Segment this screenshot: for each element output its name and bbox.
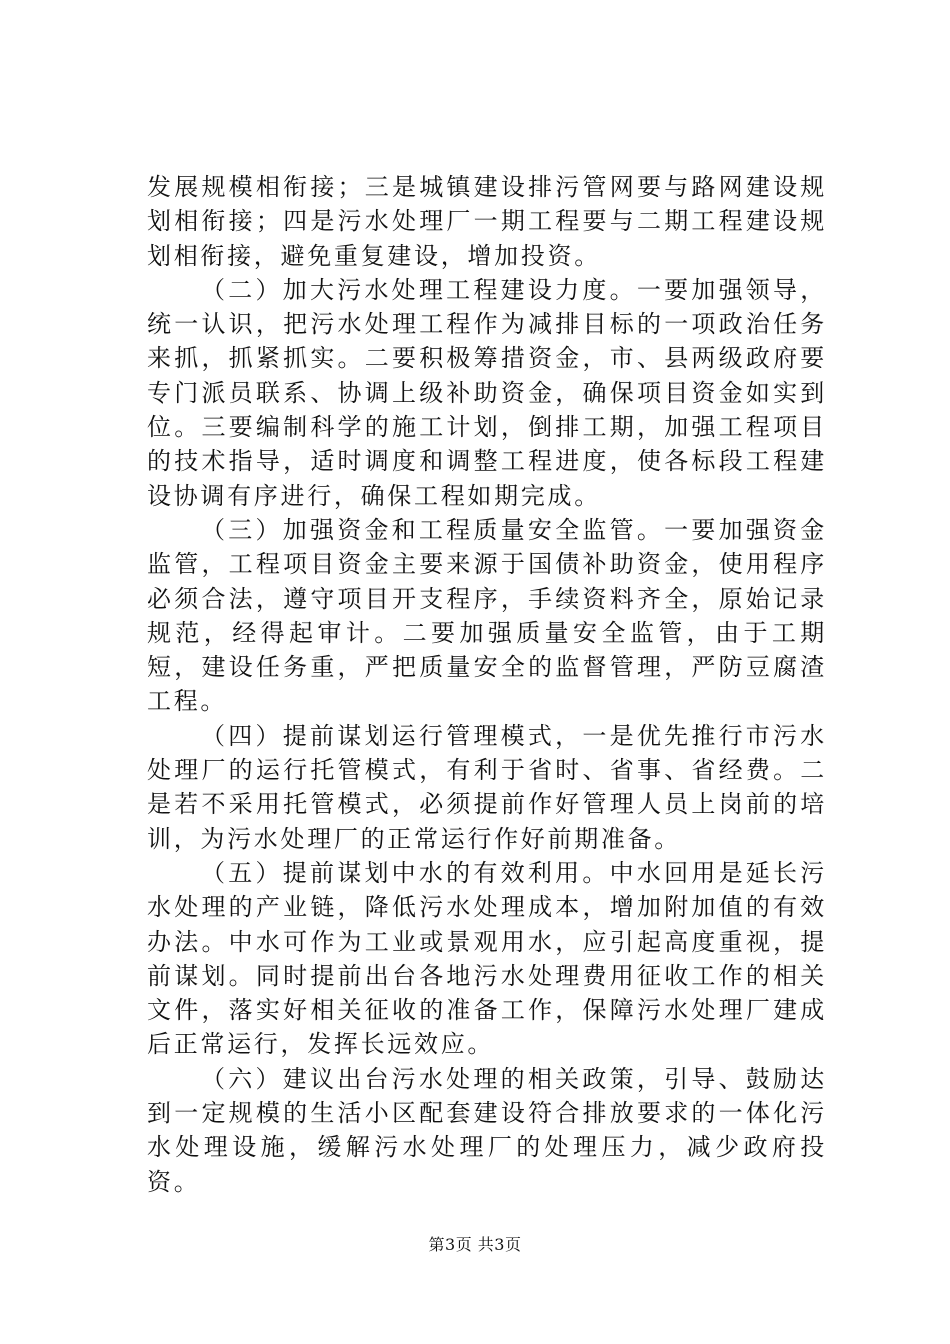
- paragraph-section-4: （四）提前谋划运行管理模式，一是优先推行市污水处理厂的运行托管模式，有利于省时、省事、省经费。二是若不采用托管模式，必须提前作好管理人员上岗前的培训，为污水处理厂的正常运行作好前期准备。: [147, 721, 827, 853]
- paragraph-section-3: （三）加强资金和工程质量安全监管。一要加强资金监管，工程项目资金主要来源于国债补助资金，使用程序必须合法，遵守项目开支程序，手续资料齐全，原始记录规范，经得起审计。二要加强质量安全监管，由于工期短，建设任务重，严把质量安全的监督管理，严防豆腐渣工程。: [147, 515, 827, 716]
- paragraph-section-5: （五）提前谋划中水的有效利用。中水回用是延长污水处理的产业链，降低污水处理成本，增加附加值的有效办法。中水可作为工业或景观用水，应引起高度重视，提前谋划。同时提前出台各地污水处理费用征收工作的相关文件，落实好相关征收的准备工作，保障污水处理厂建成后正常运行，发挥长远效应。: [147, 858, 827, 1059]
- paragraph-continuation: 发展规模相衔接；三是城镇建设排污管网要与路网建设规划相衔接；四是污水处理厂一期工程要与二期工程建设规划相衔接，避免重复建设，增加投资。: [147, 173, 827, 270]
- paragraph-section-6: （六）建议出台污水处理的相关政策，引导、鼓励达到一定规模的生活小区配套建设符合排放要求的一体化污水处理设施，缓解污水处理厂的处理压力，减少政府投资。: [147, 1064, 827, 1196]
- page-footer: 第3页 共3页: [428, 1235, 522, 1254]
- paragraph-section-2: （二）加大污水处理工程建设力度。一要加强领导，统一认识，把污水处理工程作为减排目标的一项政治任务来抓，抓紧抓实。二要积极筹措资金，市、县两级政府要专门派员联系、协调上级补助资金，确保项目资金如实到位。三要编制科学的施工计划，倒排工期，加强工程项目的技术指导，适时调度和调整工程进度，使各标段工程建设协调有序进行，确保工程如期完成。: [147, 275, 827, 510]
- document-body: [147, 170, 827, 1199]
